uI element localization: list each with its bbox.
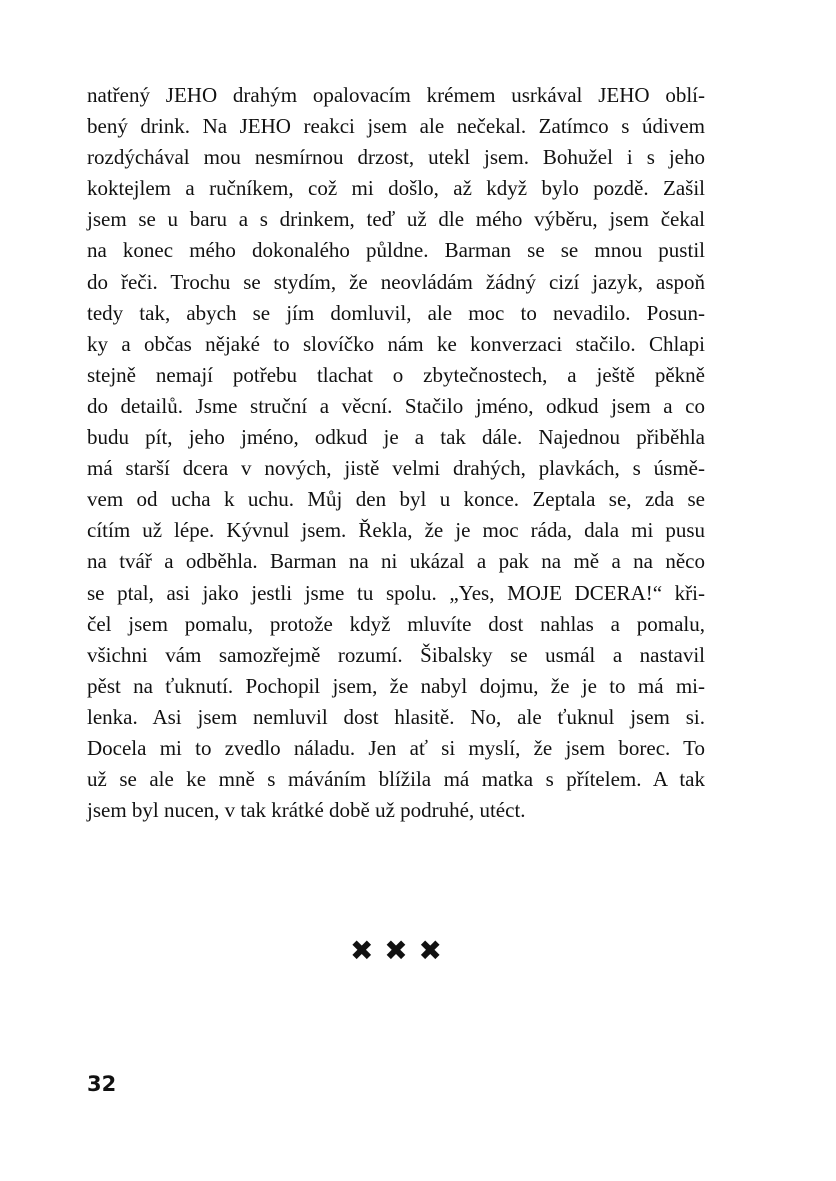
text-line: do detailů. Jsme struční a věcní. Stačilo jméno, odkud jsem a co xyxy=(87,393,705,418)
text-line: na tvář a odběhla. Barman na ni ukázal a pak na mě a na něco xyxy=(87,549,705,574)
text-line: všichni vám samozřejmě rozumí. Šibalsky se usmál a nastavil xyxy=(87,642,705,667)
text-line: ky a občas nějaké to slovíčko nám ke konverzaci stačilo. Chlapi xyxy=(87,331,705,356)
text-line: budu pít, jeho jméno, odkud je a tak dále. Najednou přiběhla xyxy=(87,425,705,450)
text-line: lenka. Asi jsem nemluvil dost hlasitě. No, ale ťuknul jsem si. xyxy=(87,704,705,729)
page-number: 32 xyxy=(87,1072,117,1096)
text-line: tedy tak, abych se jím domluvil, ale moc to nevadilo. Posun- xyxy=(87,300,705,325)
text-line: se ptal, asi jako jestli jsme tu spolu. „Yes, MOJE DCERA!“ kři- xyxy=(87,580,705,605)
text-line: cítím už lépe. Kývnul jsem. Řekla, že je moc ráda, dala mi pusu xyxy=(87,518,705,543)
text-line: bený drink. Na JEHO reakci jsem ale nečekal. Zatímco s údivem xyxy=(87,114,705,139)
text-line: stejně nemají potřebu tlachat o zbytečnostech, a ještě pěkně xyxy=(87,362,705,387)
cross-mark-icon: ✖ xyxy=(350,934,374,967)
text-line: natřený JEHO drahým opalovacím krémem usrkával JEHO oblí- xyxy=(87,83,705,107)
section-separator xyxy=(350,936,442,966)
text-line: na konec mého dokonalého půldne. Barman se se mnou pustil xyxy=(87,238,705,263)
text-line: má starší dcera v nových, jistě velmi drahých, plavkách, s úsmě- xyxy=(87,456,705,481)
text-line: koktejlem a ručníkem, což mi došlo, až když bylo pozdě. Zašil xyxy=(87,176,705,201)
cross-mark-icon: ✖ xyxy=(418,934,442,967)
cross-mark-icon: ✖ xyxy=(384,934,408,967)
body-text xyxy=(87,80,705,826)
text-line: rozdýchával mou nesmírnou drzost, utekl jsem. Bohužel i s jeho xyxy=(87,145,705,170)
text-line: už se ale ke mně s máváním blížila má matka s přítelem. A tak xyxy=(87,767,705,792)
text-line: do řeči. Trochu se stydím, že neovládám žádný cizí jazyk, aspoň xyxy=(87,269,705,294)
text-line: jsem se u baru a s drinkem, teď už dle mého výběru, jsem čekal xyxy=(87,207,705,232)
text-line: jsem byl nucen, v tak krátké době už podruhé, utéct. xyxy=(87,798,526,823)
text-line: pěst na ťuknutí. Pochopil jsem, že nabyl dojmu, že je to má mi- xyxy=(87,673,705,698)
text-line: Docela mi to zvedlo náladu. Jen ať si myslí, že jsem borec. To xyxy=(87,735,705,760)
text-line: vem od ucha k uchu. Můj den byl u konce. Zeptala se, zda se xyxy=(87,487,705,512)
text-line: čel jsem pomalu, protože když mluvíte dost nahlas a pomalu, xyxy=(87,611,705,636)
